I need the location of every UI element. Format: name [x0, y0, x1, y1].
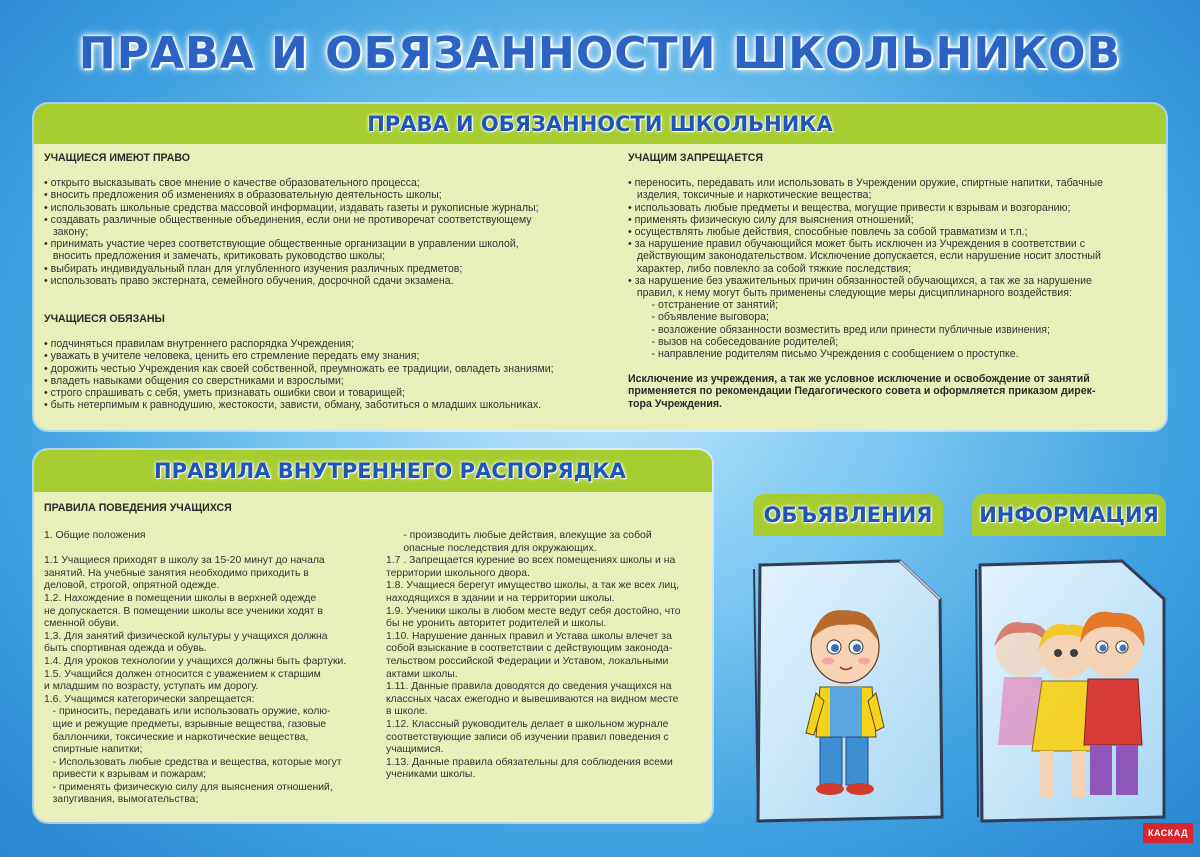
- kaskad-logo: КАСКАД: [1143, 823, 1193, 843]
- duties-list: [44, 338, 604, 411]
- forbidden-item: • применять физическую силу для выяснения отношений;: [628, 213, 914, 226]
- forbidden-item: правил, к нему могут быть применены следующие меры дисциплинарного воздействия:: [628, 287, 1072, 300]
- duties-item: • дорожить честью Учреждения как своей собственной, преумножать ее традиции, овладеть знаниями;: [44, 362, 554, 375]
- rights-item: • выбирать индивидуальный план для углубленного изучения различных предметов;: [44, 262, 463, 275]
- rule-line: учениками школы.: [386, 769, 476, 781]
- rule-line: 1.7 . Запрещается курение во всех помещениях школы и на: [386, 555, 676, 567]
- duties-header: УЧАЩИЕСЯ ОБЯЗАНЫ: [44, 313, 165, 326]
- rule-line: собой взыскание в соответствии с действующим законода-: [386, 643, 673, 655]
- forbidden-item: • за нарушение правил обучающийся может быть исключен из Учреждения в соответствии с: [628, 238, 1086, 251]
- rule-line: 1.4. Для уроков технологии у учащихся должны быть фартуки.: [44, 655, 347, 667]
- rule-line: тельством российской Федерации и Уставом, локальными: [386, 655, 669, 667]
- rights-item: • вносить предложения об изменениях в образовательную деятельность школы;: [44, 189, 442, 202]
- forbidden-item: • использовать любые предметы и вещества, могущие привести к взрывам и возгоранию;: [628, 201, 1071, 214]
- rule-line: 1.5. Учащийся должен относится с уважением к старшим: [44, 668, 321, 680]
- rights-duties-panel: [34, 104, 1166, 430]
- rule-line: занятий. На учебные занятия необходимо приходить в: [44, 567, 309, 579]
- duties-item: • строго спрашивать с себя, уметь признавать ошибки свои и товарищей;: [44, 387, 405, 400]
- rights-header: УЧАЩИЕСЯ ИМЕЮТ ПРАВО: [44, 152, 190, 164]
- rule-line: 1.6. Учащимся категорически запрещается:: [44, 693, 255, 705]
- internal-rules-heading: ПРАВИЛА ВНУТРЕННЕГО РАСПОРЯДКА: [34, 450, 712, 492]
- expulsion-note: [628, 373, 1158, 410]
- rule-line: - Использовать любые средства и вещества, которые могут: [44, 756, 342, 768]
- forbidden-item: действующим законодательством. Исключение допускается, если нарушение носит злостный: [628, 250, 1101, 263]
- forbidden-item: характер, либо повлекло за собой тяжкие последствия;: [628, 262, 912, 275]
- rule-line: бы не уронить авторитет родителей и школы.: [386, 618, 607, 630]
- rule-line: деловой, строгой, опрятной одежде.: [44, 580, 220, 592]
- forbidden-item: - возложение обязанности возместить вред или принести публичные извинения;: [628, 323, 1050, 336]
- forbidden-item: - отстранение от занятий;: [628, 299, 779, 312]
- rule-line: в школе.: [386, 706, 428, 718]
- rule-line: быть спортивная одежда и обувь.: [44, 643, 207, 655]
- rule-line: 1.1 Учащиеся приходят в школу за 15-20 минут до начала: [44, 555, 325, 567]
- forbidden-item: - вызов на собеседование родителей;: [628, 335, 839, 348]
- rule-line: соответствующие записи об изучении правил поведения с: [386, 731, 669, 743]
- rule-line: - применять физическую силу для выяснения отношений,: [44, 781, 333, 793]
- internal-rules-panel: [34, 450, 712, 822]
- rule-line: актами школы.: [386, 668, 458, 680]
- rule-line: 1.10. Нарушение данных правил и Устава школы влечет за: [386, 630, 672, 642]
- forbidden-column: [628, 152, 1158, 410]
- behavior-rules-column-1: [44, 530, 374, 807]
- information-frame: [972, 555, 1170, 827]
- announcements-frame: [750, 555, 946, 827]
- rule-line: не допускается. В помещении школы все ученики ходят в: [44, 605, 323, 617]
- rule-line: учащимися.: [386, 744, 444, 756]
- rights-item: • использовать право экстерната, семейного обучения, досрочной сдачи экзамена.: [44, 274, 454, 287]
- rights-item: • создавать различные общественные объединения, если они не противоречат соответствующему: [44, 213, 532, 226]
- rule-line: 1. Общие положения: [44, 530, 146, 541]
- rule-line: 1.2. Нахождение в помещении школы в верхней одежде: [44, 592, 317, 604]
- rule-line: сменной обуви.: [44, 618, 119, 630]
- announcements-tab: ОБЪЯВЛЕНИЯ: [753, 494, 943, 536]
- rule-line: привести к взрывам и пожарам;: [44, 769, 207, 781]
- forbidden-list: [628, 177, 1158, 360]
- expulsion-note-line: тора Учреждения.: [628, 397, 722, 410]
- rule-line: 1.11. Данные правила доводятся до сведения учащихся на: [386, 681, 672, 693]
- rule-line: запугивания, вымогательства;: [44, 794, 199, 806]
- rights-item: • принимать участие через соответствующие общественные организации в управлении школой,: [44, 238, 519, 251]
- rule-line: - производить любые действия, влекущие за собой: [386, 530, 652, 541]
- rule-line: 1.9. Ученики школы в любом месте ведут себя достойно, что: [386, 605, 681, 617]
- rule-line: баллончики, токсические и наркотические вещества,: [44, 731, 309, 743]
- rule-line: 1.13. Данные правила обязательны для соблюдения всеми: [386, 756, 673, 768]
- page-title: ПРАВА И ОБЯЗАННОСТИ ШКОЛЬНИКОВ: [78, 28, 1122, 79]
- expulsion-note-line: применяется по рекомендации Педагогического совета и оформляется приказом дирек-: [628, 385, 1096, 398]
- rights-duties-heading: ПРАВА И ОБЯЗАННОСТИ ШКОЛЬНИКА: [34, 104, 1166, 144]
- forbidden-item: изделия, токсичные и наркотические вещества;: [628, 189, 872, 202]
- rights-item: • открыто высказывать свое мнение о качестве образовательного процесса;: [44, 177, 420, 190]
- forbidden-item: - объявление выговора;: [628, 311, 769, 324]
- behavior-rules-header: ПРАВИЛА ПОВЕДЕНИЯ УЧАЩИХСЯ: [44, 502, 232, 514]
- rights-item: закону;: [44, 226, 89, 239]
- behavior-rules-column-2: [386, 530, 706, 782]
- rights-item: • использовать школьные средства массовой информации, издавать газеты и рукописные журналы;: [44, 201, 539, 214]
- rule-line: и младшим по возрасту, уступать им дорогу.: [44, 681, 259, 693]
- rule-line: спиртные напитки;: [44, 744, 143, 756]
- forbidden-item: • переносить, передавать или использовать в Учреждении оружие, спиртные напитки, табачные: [628, 177, 1103, 190]
- rights-item: вносить предложения и замечать, критиковать руководство школы;: [44, 250, 386, 263]
- rule-line: опасные последствия для окружающих.: [386, 542, 597, 554]
- rule-line: 1.8. Учащиеся берегут имущество школы, а так же всех лиц,: [386, 580, 680, 592]
- duties-item: • подчиняться правилам внутреннего распорядка Учреждения;: [44, 338, 355, 351]
- rights-duties-left-column: [44, 152, 604, 411]
- rule-line: 1.12. Классный руководитель делает в школьном журнале: [386, 718, 669, 730]
- forbidden-item: • за нарушение без уважительных причин обязанностей обучающихся, а так же за нарушение: [628, 274, 1092, 287]
- rule-line: щие и режущие предметы, взрывные вещества, газовые: [44, 718, 327, 730]
- duties-item: • владеть навыками общения со сверстниками и взрослыми;: [44, 374, 344, 387]
- rule-line: территории школьного двора.: [386, 567, 530, 579]
- forbidden-item: - направление родителям письмо Учреждения с сообщением о проступке.: [628, 348, 1019, 361]
- forbidden-header: УЧАЩИМ ЗАПРЕЩАЕТСЯ: [628, 152, 764, 164]
- duties-item: • уважать в учителе человека, ценить его стремление передать ему знания;: [44, 350, 420, 363]
- rule-line: [44, 543, 374, 556]
- rule-line: 1.3. Для занятий физической культуры у учащихся должна: [44, 630, 328, 642]
- expulsion-note-line: Исключение из учреждения, а так же условное исключение и освобождение от занятий: [628, 373, 1090, 386]
- information-tab: ИНФОРМАЦИЯ: [972, 494, 1166, 536]
- rule-line: - приносить, передавать или использовать оружие, колю-: [44, 706, 331, 718]
- rule-line: классных часах ежегодно и вывешиваются на видном месте: [386, 693, 679, 705]
- duties-item: • быть нетерпимым к равнодушию, жестокости, зависти, обману, заботиться о младших школьниках.: [44, 399, 542, 412]
- forbidden-item: • осуществлять любые действия, способные повлечь за собой травматизм и т.п.;: [628, 226, 1028, 239]
- rule-line: находящихся в здании и на территории школы.: [386, 592, 615, 604]
- rights-list: [44, 177, 604, 287]
